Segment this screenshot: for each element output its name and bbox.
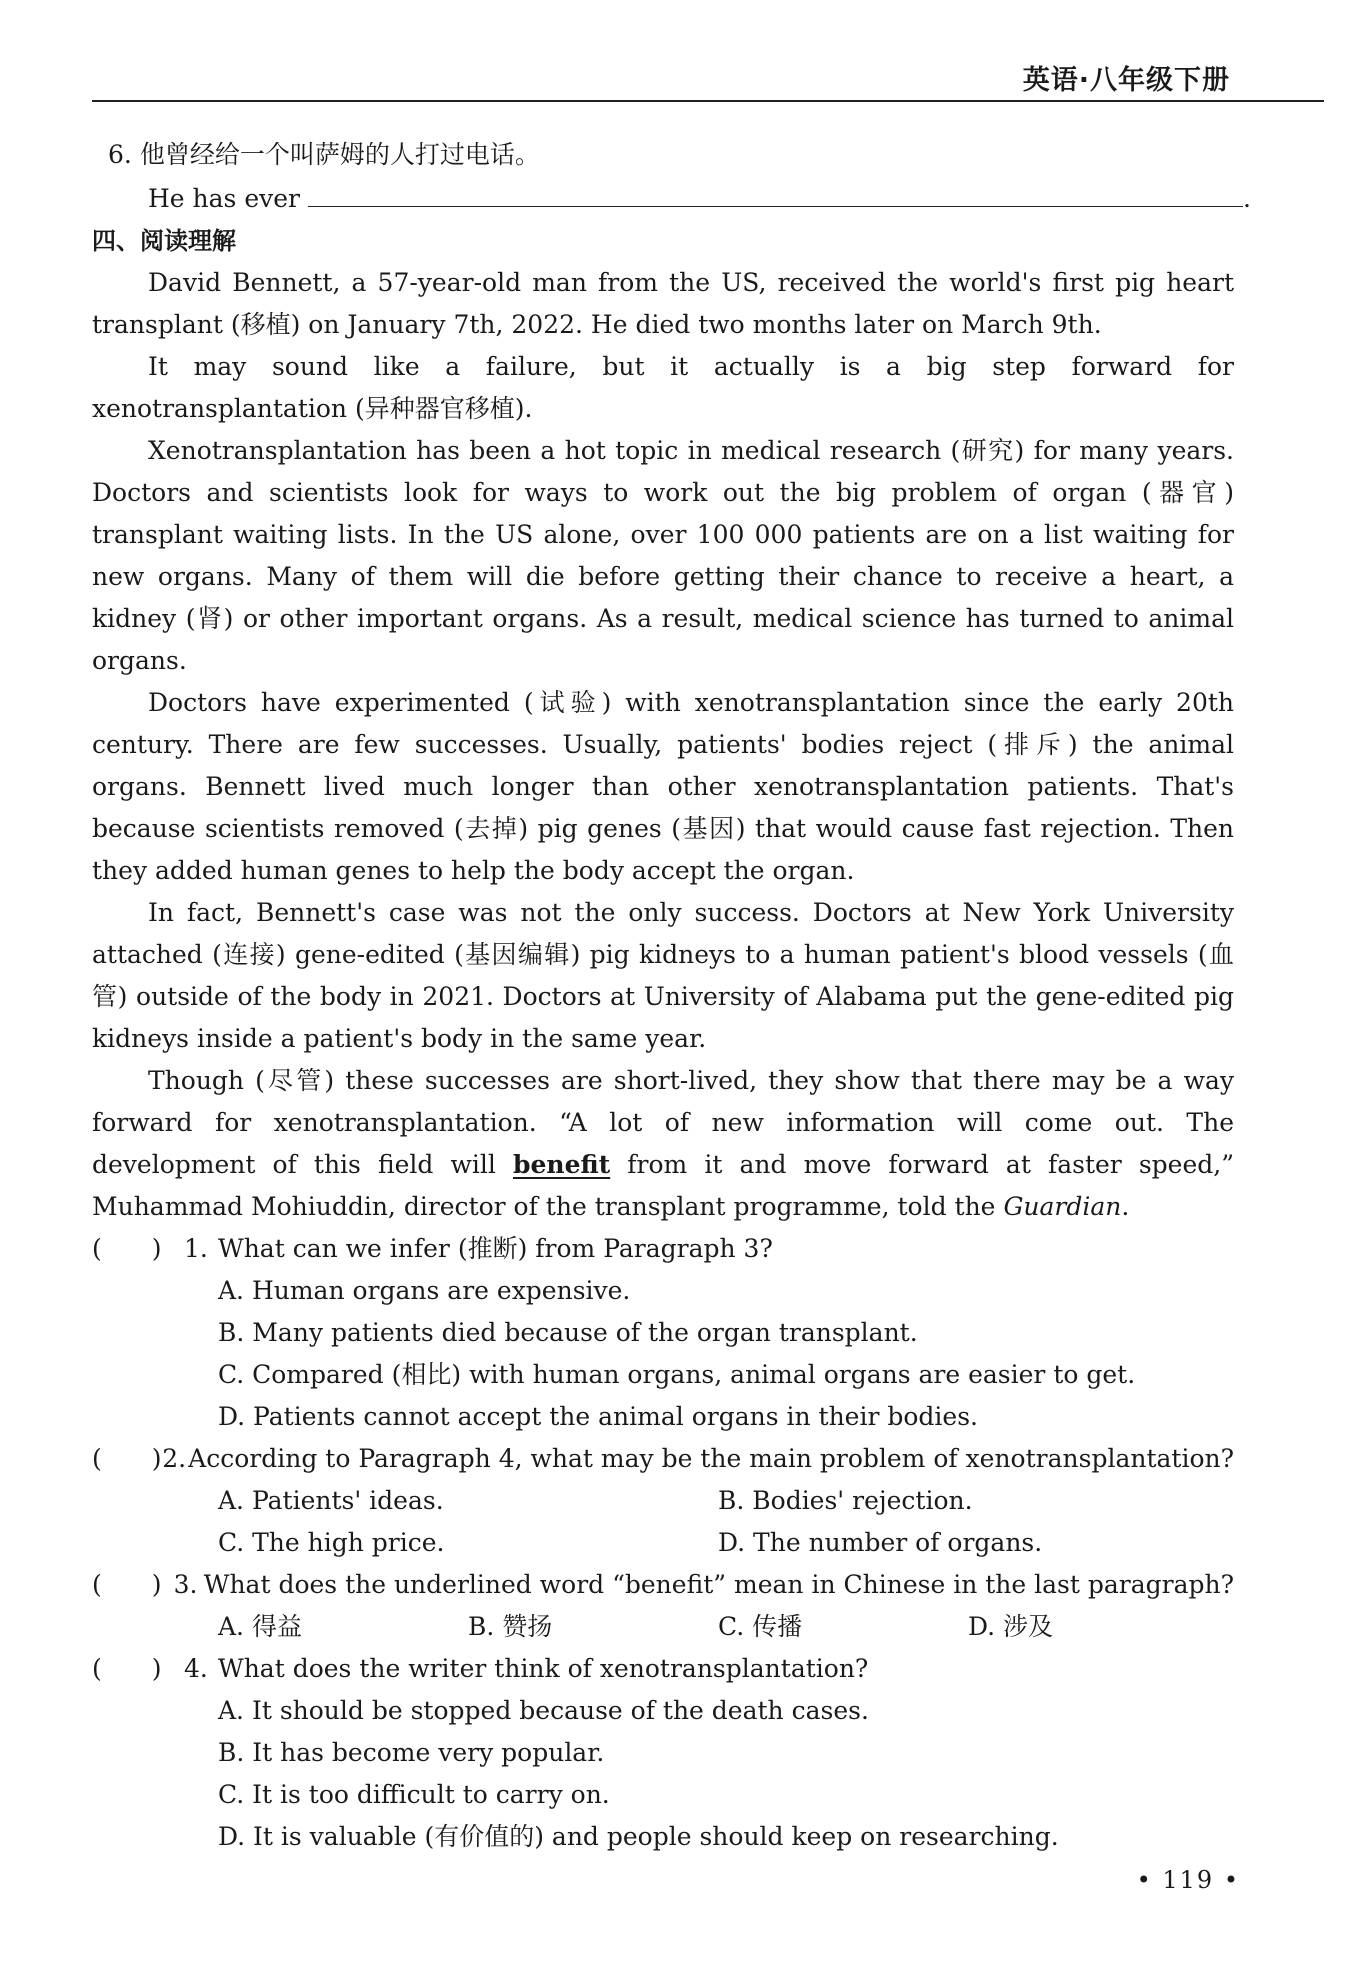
passage-paragraph-5: In fact, Bennett's case was not the only success. Doctors at New York University attached (连接) gene-edited (基因编辑) pig kidneys to a human patient's blood vessels (血管) outside of the body in 2021. Doctors at University of Alabama put the gene-edited pig kidneys inside a patient's body in the same year. — [92, 898, 1234, 1053]
q2-option-c: C. The high price. — [218, 1528, 445, 1557]
question-4 — [92, 1648, 1234, 1690]
question-2 — [92, 1438, 1234, 1480]
passage-paragraph-3: Xenotransplantation has been a hot topic in medical research (研究) for many years. Doctors and scientists look for ways to work out the big problem of organ (器官) transplant waiting lists. In the US alone, over 100 000 patients are on a list waiting for new organs. Many of them will die before getting their chance to receive a heart, a kidney (肾) or other important organs. As a result, medical science has turned to animal organs. — [92, 436, 1234, 675]
header-title: 英语·八年级下册 — [1022, 65, 1230, 96]
passage-paragraph-2: It may sound like a failure, but it actually is a big step forward for xenotransplantation (异种器官移植). — [92, 352, 1234, 423]
translation-number: 6. — [108, 140, 132, 169]
page-content — [92, 134, 1251, 1858]
answer-paren-1[interactable]: ( ) — [92, 1234, 162, 1263]
underlined-word-benefit: benefit — [513, 1150, 611, 1179]
q1-option-a: A. Human organs are expensive. — [218, 1276, 631, 1305]
passage-paragraph-6 — [92, 1060, 1234, 1228]
question-text: According to Paragraph 4, what may be the main problem of xenotransplantation? — [188, 1444, 1234, 1473]
question-number: 1. — [184, 1234, 208, 1263]
question-number: 2. — [162, 1444, 187, 1473]
q4-option-a: A. It should be stopped because of the death cases. — [218, 1696, 869, 1725]
question-3 — [92, 1564, 1234, 1606]
q3-option-d: D. 涉及 — [968, 1612, 1054, 1641]
q2-option-b: B. Bodies' rejection. — [718, 1486, 973, 1515]
q3-option-a: A. 得益 — [218, 1612, 302, 1641]
page-number: • 119 • — [1136, 1866, 1240, 1894]
q3-options-row — [92, 1606, 1234, 1648]
question-number: 3. — [173, 1570, 198, 1599]
q3-option-b: B. 赞扬 — [468, 1612, 553, 1641]
answer-blank[interactable] — [308, 176, 1243, 207]
question-text: What can we infer (推断) from Paragraph 3? — [218, 1234, 773, 1263]
answer-paren-2[interactable]: ( ) — [92, 1444, 162, 1473]
question-text: What does the writer think of xenotransplantation? — [218, 1654, 869, 1683]
q2-option-d: D. The number of organs. — [718, 1528, 1043, 1557]
q2-option-a: A. Patients' ideas. — [218, 1486, 444, 1515]
answer-paren-4[interactable]: ( ) — [92, 1654, 162, 1683]
passage-paragraph-4: Doctors have experimented (试验) with xenotransplantation since the early 20th century. There are few successes. Usually, patients' bodies reject (排斥) the animal organs. Bennett lived much longer than other xenotransplantation patients. That's because scientists removed (去掉) pig genes (基因) that would cause fast rejection. Then they added human genes to help the body accept the organ. — [92, 688, 1234, 885]
q1-option-d: D. Patients cannot accept the animal organs in their bodies. — [218, 1402, 978, 1431]
q1-option-c: C. Compared (相比) with human organs, animal organs are easier to get. — [218, 1360, 1136, 1389]
q4-option-d: D. It is valuable (有价值的) and people should keep on researching. — [218, 1822, 1059, 1851]
q2-options-row-2 — [92, 1522, 1234, 1564]
q2-options-row-1 — [92, 1480, 1234, 1522]
q3-option-c: C. 传播 — [718, 1612, 803, 1641]
p6-text-a: Though (尽管) these successes are short-lived, they show that there may be a way forward for xenotransplantation. “A lot of new information will come out. The development of this field will — [92, 1066, 1234, 1179]
translation-answer-end: . — [1243, 184, 1251, 213]
p6-italic-guardian: Guardian — [1003, 1192, 1122, 1221]
q1-option-b: B. Many patients died because of the organ transplant. — [218, 1318, 918, 1347]
question-number: 4. — [184, 1654, 208, 1683]
translation-answer-start: He has ever — [148, 184, 300, 213]
page-header — [0, 0, 1350, 110]
translation-answer-line — [92, 176, 1251, 220]
translation-prompt-text: 他曾经给一个叫萨姆的人打过电话。 — [139, 140, 540, 169]
section-title: 四、阅读理解 — [92, 227, 236, 255]
question-1 — [92, 1228, 1234, 1270]
translation-prompt — [92, 134, 1234, 176]
header-rule — [92, 100, 1324, 102]
question-text: What does the underlined word “benefit” mean in Chinese in the last paragraph? — [203, 1570, 1234, 1599]
p6-text-c: . — [1121, 1192, 1130, 1221]
q4-option-c: C. It is too difficult to carry on. — [218, 1780, 610, 1809]
passage-paragraph-1: David Bennett, a 57-year-old man from the US, received the world's first pig heart transplant (移植) on January 7th, 2022. He died two months later on March 9th. — [92, 268, 1234, 339]
answer-paren-3[interactable]: ( ) — [92, 1570, 162, 1599]
q4-option-b: B. It has become very popular. — [218, 1738, 605, 1767]
p6-text-b: from it and move forward at faster speed,” Muhammad Mohiuddin, director of the transplant programme, told the — [92, 1150, 1234, 1221]
